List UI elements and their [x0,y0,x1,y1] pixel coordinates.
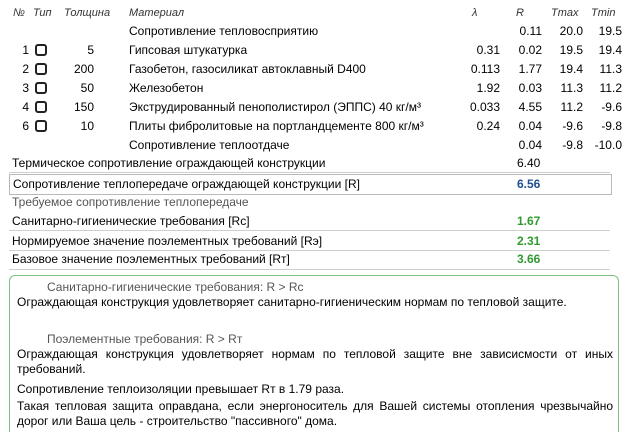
row-thickness: 200 [73,62,94,76]
sanitary-requirement-label: Санитарно-гигиенические требования [Rc] [12,214,250,228]
row-tmax: -9.6 [562,119,583,133]
row-r: 0.02 [518,43,542,57]
row-material: Железобетон [129,81,204,95]
thermal-resistance-label: Термическое сопротивление ограждающей конструкции [12,156,326,170]
row-material: Экструдированный пенополистирол (ЭППС) 40 кг/м³ [129,100,421,114]
transfer-resistance-label: Сопротивление теплопередаче ограждающей конструкции [R] [13,177,360,191]
row-thickness: 150 [73,100,94,114]
row-tmin: -9.6 [601,100,622,114]
element-heading: Поэлементные требования: R > Rт [47,332,243,346]
row-tmax: 19.4 [559,62,583,76]
sanitary-requirement-row [9,211,610,231]
row-lambda: 1.92 [476,81,500,95]
row-tmin: -9.8 [601,119,622,133]
sanitary-requirement-value: 1.67 [517,214,541,228]
thermal-resistance-row [9,153,610,173]
layer-checkbox[interactable] [35,120,47,132]
required-resistance-title: Требуемое сопротивление теплопередаче [12,195,249,209]
row-r: 0.04 [518,138,542,152]
row-r: 0.11 [519,24,542,38]
row-r: 1.77 [518,62,542,76]
row-tmin: -10.0 [594,138,622,152]
justification-text: Такая тепловая защита оправдана, если энергоноситель для Вашей системы отопления чрезвычайно дорог или Ваша цель - строительство "пассивного" дома. [17,399,613,428]
row-tmax: -9.8 [562,138,583,152]
row-num: 3 [22,81,29,95]
row-lambda: 0.033 [469,100,500,114]
header-r: R [516,7,524,19]
insulation-ratio-text: Сопротивление теплоизоляции превышает Rт в 1.79 раза. [17,382,345,396]
row-lambda: 0.113 [470,62,500,76]
sanitary-conclusion: Ограждающая конструкция удовлетворяет санитарно-гигиеническим нормам по тепловой защите. [17,295,567,309]
row-material: Сопротивление тепловосприятию [129,24,319,38]
row-thickness: 5 [87,43,94,57]
base-requirement-label: Базовое значение поэлементных требований [Rт] [12,252,290,266]
row-r: 4.55 [518,100,542,114]
row-r: 0.04 [518,119,542,133]
header-tmax: Tmax [551,7,579,19]
thermal-resistance-value: 6.40 [517,156,541,170]
row-material: Сопротивление теплоотдаче [129,138,290,152]
row-tmax: 19.5 [559,43,583,57]
transfer-resistance-row [9,174,612,195]
header-num: № [13,7,25,19]
header-type: Тип [33,7,52,19]
layer-checkbox[interactable] [35,101,47,113]
header-tmin: Tmin [591,7,616,19]
row-lambda: 0.24 [476,119,500,133]
normative-requirement-value: 2.31 [517,234,541,248]
row-thickness: 50 [80,81,94,95]
row-tmin: 11.2 [599,81,622,95]
row-tmax: 20.0 [559,24,583,38]
row-num: 4 [22,100,29,114]
row-tmax: 11.3 [560,81,583,95]
row-num: 1 [22,43,29,57]
transfer-resistance-value: 6.56 [517,177,541,191]
row-lambda: 0.31 [476,43,500,57]
row-r: 0.03 [518,81,542,95]
header-thickness: Толщина [64,7,111,19]
row-tmax: 11.2 [560,100,583,114]
sanitary-heading: Санитарно-гигиенические требования: R > Rc [47,280,304,294]
normative-requirement-label: Нормируемое значение поэлементных требований [Rэ] [12,234,323,248]
row-tmin: 19.4 [598,43,622,57]
row-material: Гипсовая штукатурка [129,43,248,57]
row-material: Газобетон, газосиликат автоклавный D400 [129,62,366,76]
row-thickness: 10 [80,119,94,133]
row-tmin: 19.5 [598,24,622,38]
row-num: 6 [22,119,29,133]
layer-checkbox[interactable] [35,63,47,75]
row-num: 2 [22,62,29,76]
layer-checkbox[interactable] [35,44,47,56]
header-lambda: λ [472,7,478,19]
base-requirement-row [9,250,610,270]
header-material: Материал [129,7,185,19]
row-material: Плиты фибролитовые на портландцементе 800 кг/м³ [129,119,424,133]
element-conclusion: Ограждающая конструкция удовлетворяет нормам по тепловой защите вне зависисмости от иных требований. [17,347,613,376]
result-panel [9,275,619,432]
row-tmin: 11.3 [599,62,622,76]
base-requirement-value: 3.66 [517,252,541,266]
layer-checkbox[interactable] [35,82,47,94]
normative-requirement-row [9,231,610,251]
